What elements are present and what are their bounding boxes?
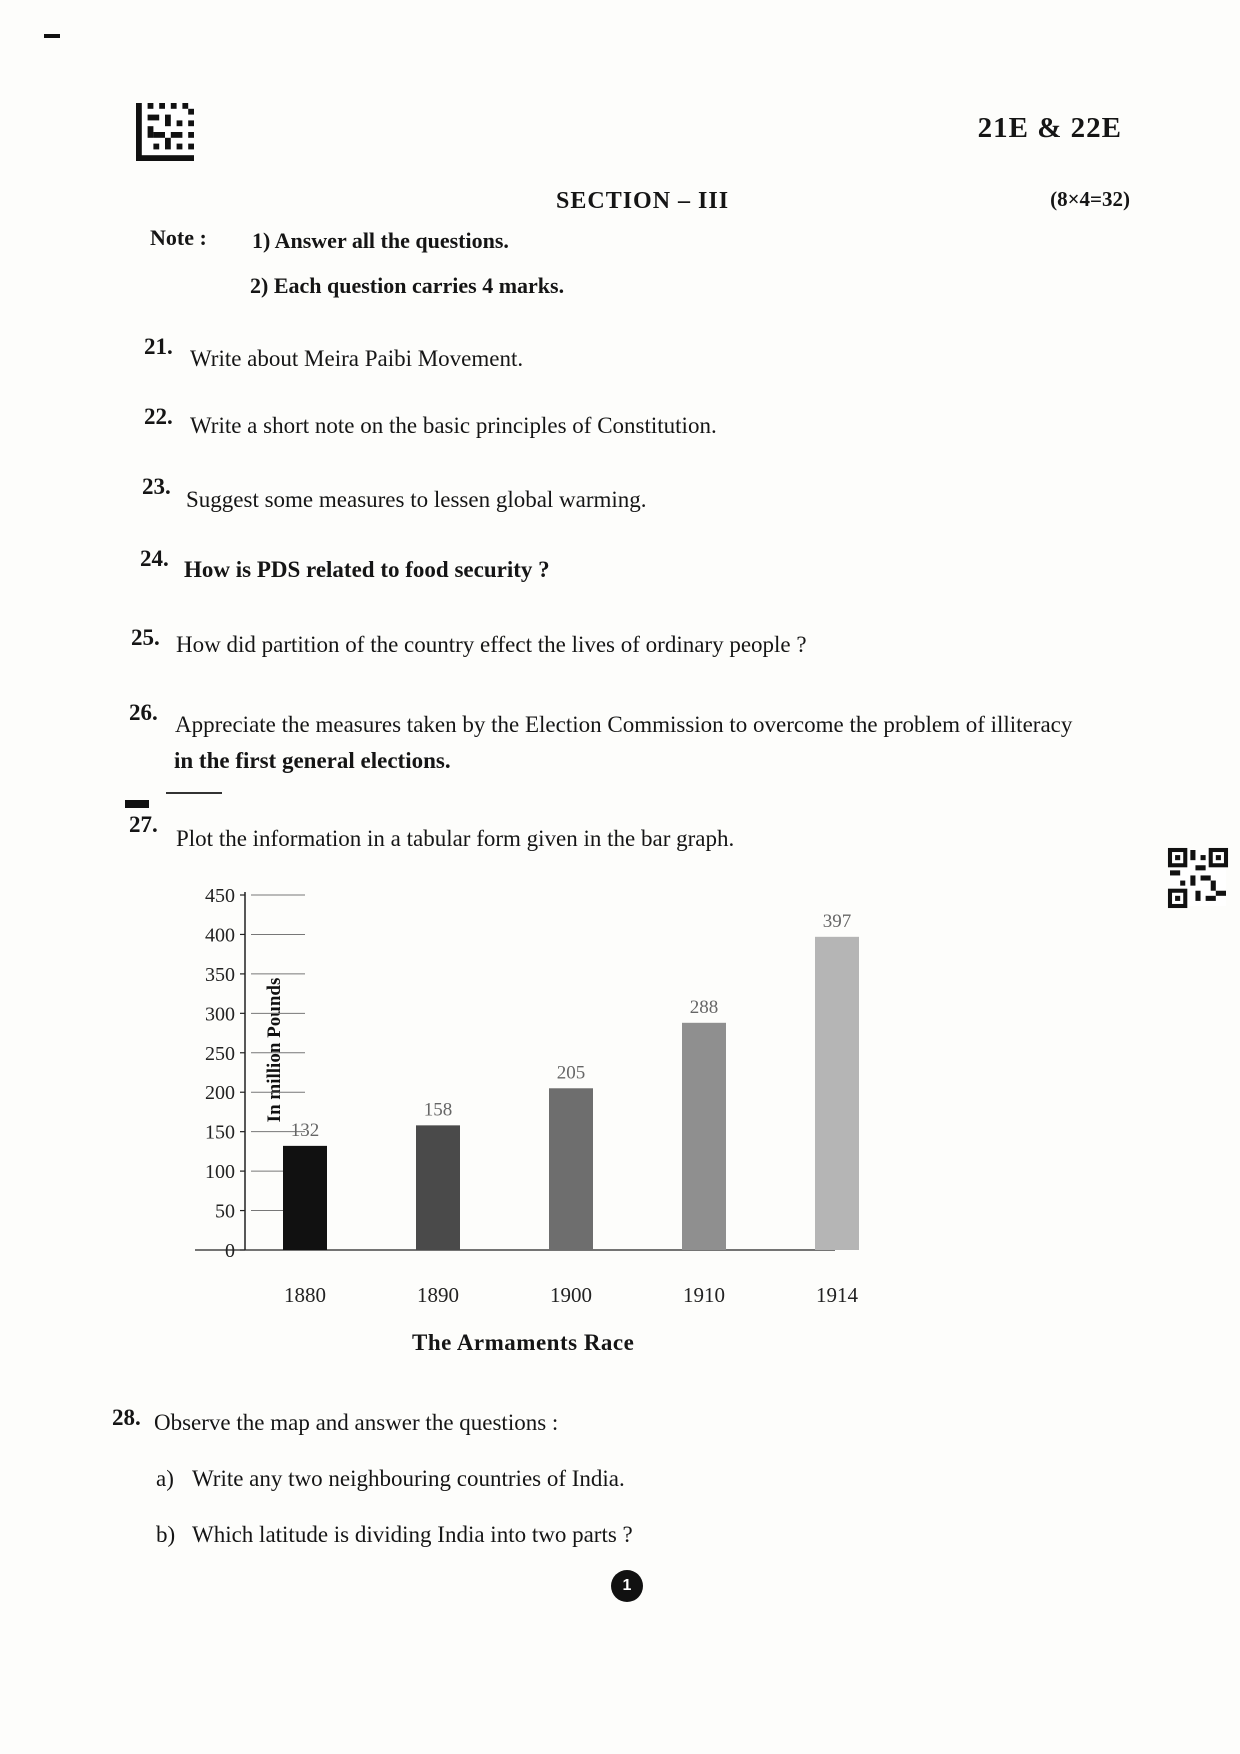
bar-value-label: 288 xyxy=(689,996,719,1018)
armaments-bar-chart xyxy=(170,880,858,1320)
marks-scheme: (8×4=32) xyxy=(1050,187,1130,211)
question-number: 22. xyxy=(144,404,173,429)
note-item-1: 1) Answer all the questions. xyxy=(252,228,509,253)
question-text: Observe the map and answer the questions : xyxy=(154,1410,559,1435)
paper-code: 21E & 22E xyxy=(977,112,1122,144)
question-text-continued: in the first general elections. xyxy=(174,748,451,773)
bar-value-label: 205 xyxy=(556,1062,586,1084)
y-tick-label: 200 xyxy=(205,1082,235,1105)
x-tick-label: 1910 xyxy=(683,1283,725,1307)
question-number: 23. xyxy=(142,474,171,499)
y-tick-label: 100 xyxy=(205,1161,235,1184)
question-text: How is PDS related to food security ? xyxy=(184,557,550,582)
question-number: 25. xyxy=(131,625,160,650)
y-tick-label: 0 xyxy=(225,1240,235,1262)
margin-mark xyxy=(125,800,149,808)
chart-title: The Armaments Race xyxy=(412,1330,635,1355)
bar-value-label: 132 xyxy=(290,1119,320,1141)
question-number: 24. xyxy=(140,546,169,571)
question-text: Write about Meira Paibi Movement. xyxy=(190,346,524,371)
x-tick-label: 1900 xyxy=(550,1283,592,1307)
y-tick-label: 250 xyxy=(205,1042,235,1065)
bar-value-label: 158 xyxy=(423,1099,453,1121)
section-title: SECTION – III xyxy=(556,188,730,214)
page-number: 1 xyxy=(611,1570,643,1602)
y-tick-label: 450 xyxy=(205,885,235,907)
divider-fragment xyxy=(166,792,222,794)
question-text: How did partition of the country effect the lives of ordinary people ? xyxy=(176,632,807,657)
bar-1880 xyxy=(283,1146,327,1250)
note-item-2: 2) Each question carries 4 marks. xyxy=(250,273,565,298)
y-tick-label: 300 xyxy=(205,1003,235,1026)
question-text: Suggest some measures to lessen global warming. xyxy=(186,487,647,512)
question-number: 21. xyxy=(144,334,173,359)
question-number: 27. xyxy=(129,812,158,837)
y-axis-label: In million Pounds xyxy=(264,977,285,1123)
y-tick-label: 150 xyxy=(205,1121,235,1144)
x-tick-label: 1880 xyxy=(284,1283,326,1307)
qr-code-icon xyxy=(1170,850,1226,906)
question-text: Write a short note on the basic principles of Constitution. xyxy=(190,413,717,438)
y-tick-label: 50 xyxy=(215,1200,235,1223)
y-tick-label: 400 xyxy=(205,924,235,947)
corner-dash-mark xyxy=(44,34,60,38)
question-text: Plot the information in a tabular form given in the bar graph. xyxy=(176,826,735,851)
bar-1890 xyxy=(416,1125,460,1250)
bar-1914 xyxy=(815,937,859,1250)
x-tick-label: 1914 xyxy=(816,1283,858,1307)
x-tick-label: 1890 xyxy=(417,1283,459,1307)
y-tick-label: 350 xyxy=(205,963,235,986)
question-number: 26. xyxy=(129,700,158,725)
subquestion-text: Write any two neighbouring countries of India. xyxy=(192,1466,625,1491)
bar-value-label: 397 xyxy=(822,910,852,932)
subquestion-text: Which latitude is dividing India into two parts ? xyxy=(192,1522,633,1547)
question-number: 28. xyxy=(112,1405,141,1430)
note-label: Note : xyxy=(150,225,207,250)
bar-1900 xyxy=(549,1088,593,1250)
question-text: Appreciate the measures taken by the Election Commission to overcome the problem of illiteracy xyxy=(175,712,1073,737)
subquestion-label: a) xyxy=(156,1466,174,1491)
subquestion-label: b) xyxy=(156,1522,176,1547)
bar-1910 xyxy=(682,1023,726,1250)
datamatrix-code-icon xyxy=(136,103,194,161)
